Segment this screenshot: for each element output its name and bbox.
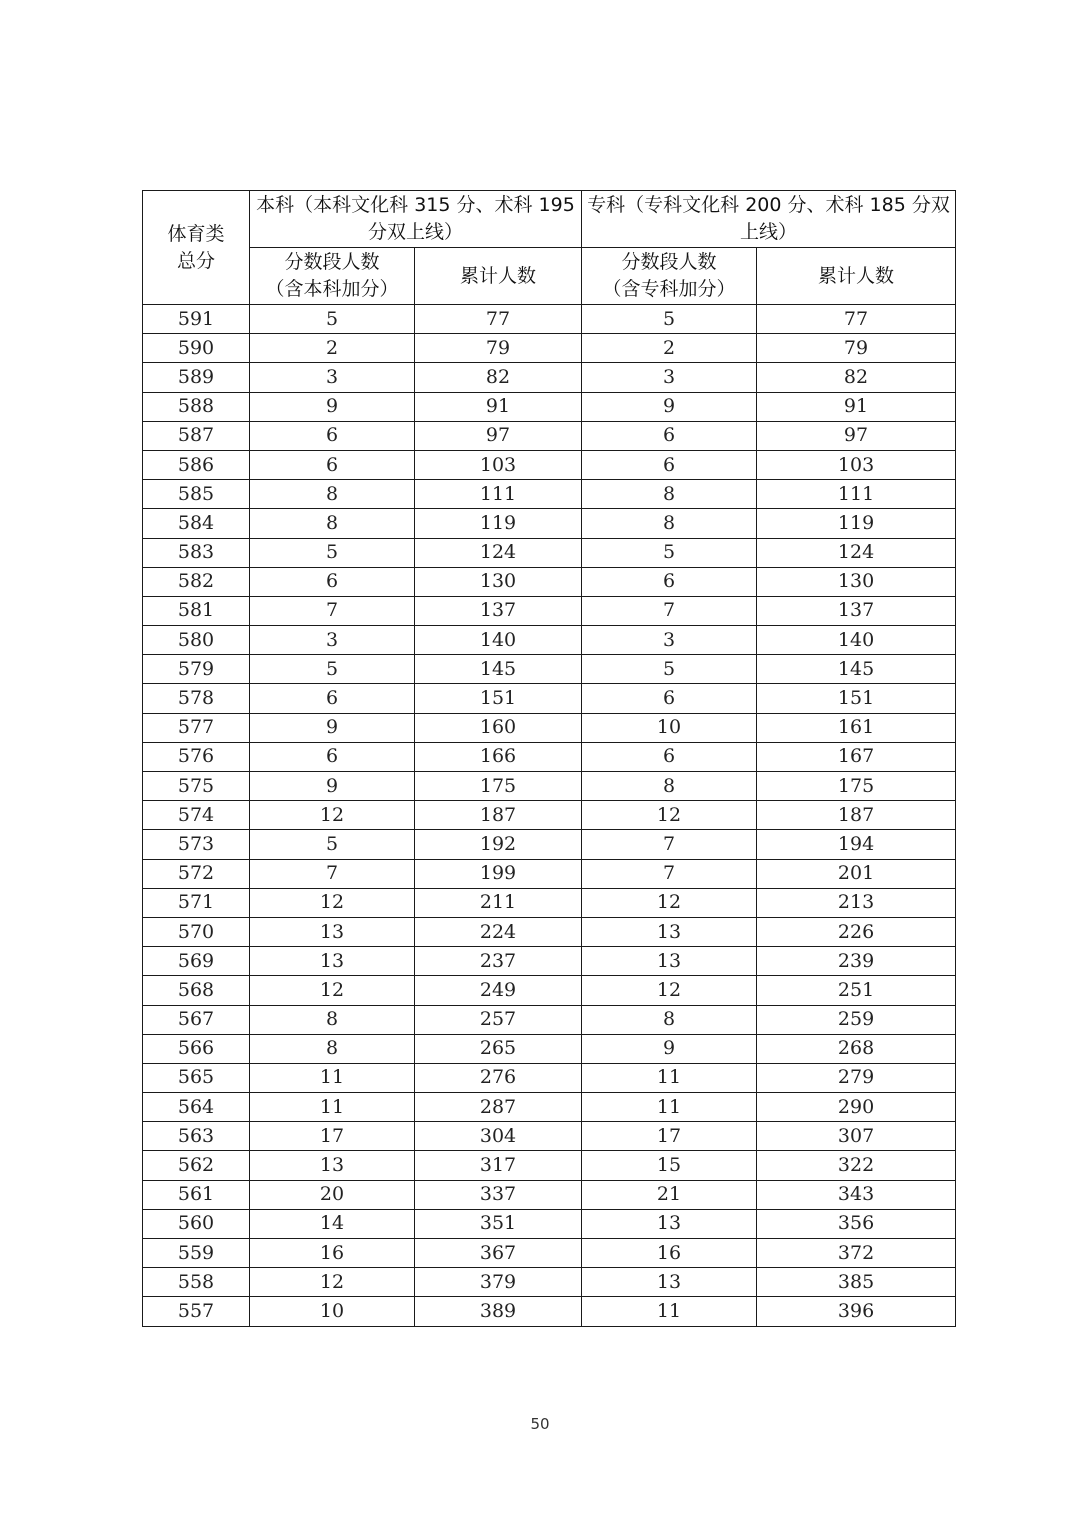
undergrad-cumulative-cell: 276 — [415, 1063, 582, 1092]
table-row — [143, 1122, 956, 1151]
score-cell: 582 — [143, 567, 250, 596]
junior-segment-cell: 5 — [582, 538, 757, 567]
junior-segment-cell: 5 — [582, 305, 757, 334]
table-row — [143, 772, 956, 801]
undergrad-cumulative-cell: 103 — [415, 450, 582, 479]
junior-segment-cell: 10 — [582, 713, 757, 742]
junior-cumulative-cell: 79 — [757, 334, 956, 363]
junior-segment-cell: 9 — [582, 1034, 757, 1063]
header-junior-group: 专科（专科文化科 200 分、术科 185 分双上线） — [582, 191, 956, 248]
undergrad-cumulative-cell: 119 — [415, 509, 582, 538]
junior-segment-cell: 12 — [582, 801, 757, 830]
undergrad-cumulative-cell: 82 — [415, 363, 582, 392]
junior-segment-cell: 8 — [582, 509, 757, 538]
undergrad-cumulative-cell: 257 — [415, 1005, 582, 1034]
undergrad-segment-cell: 10 — [250, 1297, 415, 1326]
score-cell: 559 — [143, 1239, 250, 1268]
score-cell: 584 — [143, 509, 250, 538]
junior-cumulative-cell: 97 — [757, 421, 956, 450]
score-cell: 590 — [143, 334, 250, 363]
undergrad-segment-cell: 5 — [250, 655, 415, 684]
table-row — [143, 947, 956, 976]
junior-segment-cell: 6 — [582, 450, 757, 479]
table-row — [143, 655, 956, 684]
undergrad-segment-cell: 2 — [250, 334, 415, 363]
junior-cumulative-cell: 140 — [757, 626, 956, 655]
junior-cumulative-cell: 307 — [757, 1122, 956, 1151]
score-cell: 589 — [143, 363, 250, 392]
junior-cumulative-cell: 119 — [757, 509, 956, 538]
undergrad-segment-cell: 14 — [250, 1209, 415, 1238]
table-row — [143, 596, 956, 625]
undergrad-cumulative-cell: 77 — [415, 305, 582, 334]
junior-cumulative-cell: 239 — [757, 947, 956, 976]
junior-cumulative-cell: 124 — [757, 538, 956, 567]
undergrad-cumulative-cell: 367 — [415, 1239, 582, 1268]
undergrad-segment-cell: 3 — [250, 626, 415, 655]
junior-segment-cell: 12 — [582, 888, 757, 917]
junior-cumulative-cell: 111 — [757, 480, 956, 509]
undergrad-segment-cell: 3 — [250, 363, 415, 392]
junior-segment-cell: 11 — [582, 1063, 757, 1092]
undergrad-cumulative-cell: 124 — [415, 538, 582, 567]
undergrad-cumulative-cell: 140 — [415, 626, 582, 655]
junior-cumulative-cell: 130 — [757, 567, 956, 596]
undergrad-cumulative-cell: 166 — [415, 742, 582, 771]
undergrad-segment-cell: 12 — [250, 1268, 415, 1297]
undergrad-segment-cell: 16 — [250, 1239, 415, 1268]
junior-cumulative-cell: 372 — [757, 1239, 956, 1268]
score-cell: 587 — [143, 421, 250, 450]
score-cell: 570 — [143, 917, 250, 946]
score-cell: 586 — [143, 450, 250, 479]
undergrad-segment-cell: 8 — [250, 509, 415, 538]
undergrad-segment-cell: 13 — [250, 947, 415, 976]
table-row — [143, 976, 956, 1005]
header-undergrad-group: 本科（本科文化科 315 分、术科 195 分双上线） — [250, 191, 582, 248]
score-cell: 566 — [143, 1034, 250, 1063]
table-row — [143, 1005, 956, 1034]
junior-cumulative-cell: 279 — [757, 1063, 956, 1092]
undergrad-cumulative-cell: 130 — [415, 567, 582, 596]
undergrad-segment-cell: 12 — [250, 976, 415, 1005]
table-body — [143, 305, 956, 1327]
junior-segment-cell: 3 — [582, 363, 757, 392]
junior-segment-cell: 7 — [582, 830, 757, 859]
score-cell: 571 — [143, 888, 250, 917]
junior-cumulative-cell: 91 — [757, 392, 956, 421]
junior-cumulative-cell: 145 — [757, 655, 956, 684]
table-row — [143, 1151, 956, 1180]
undergrad-segment-cell: 9 — [250, 772, 415, 801]
table-row — [143, 1268, 956, 1297]
undergrad-cumulative-cell: 351 — [415, 1209, 582, 1238]
table-row — [143, 684, 956, 713]
table-row — [143, 626, 956, 655]
junior-cumulative-cell: 251 — [757, 976, 956, 1005]
junior-segment-cell: 6 — [582, 421, 757, 450]
junior-cumulative-cell: 167 — [757, 742, 956, 771]
junior-cumulative-cell: 82 — [757, 363, 956, 392]
table-row — [143, 1180, 956, 1209]
junior-segment-cell: 21 — [582, 1180, 757, 1209]
undergrad-cumulative-cell: 137 — [415, 596, 582, 625]
score-cell: 581 — [143, 596, 250, 625]
table-row — [143, 450, 956, 479]
table-row — [143, 305, 956, 334]
score-cell: 558 — [143, 1268, 250, 1297]
table-row — [143, 1034, 956, 1063]
score-cell: 588 — [143, 392, 250, 421]
score-cell: 578 — [143, 684, 250, 713]
junior-cumulative-cell: 201 — [757, 859, 956, 888]
score-cell: 575 — [143, 772, 250, 801]
junior-segment-cell: 13 — [582, 1268, 757, 1297]
undergrad-segment-cell: 9 — [250, 392, 415, 421]
header-total-score: 体育类 总分 — [143, 191, 250, 305]
undergrad-cumulative-cell: 249 — [415, 976, 582, 1005]
undergrad-segment-cell: 7 — [250, 596, 415, 625]
score-cell: 561 — [143, 1180, 250, 1209]
junior-segment-cell: 2 — [582, 334, 757, 363]
undergrad-cumulative-cell: 224 — [415, 917, 582, 946]
junior-cumulative-cell: 268 — [757, 1034, 956, 1063]
undergrad-cumulative-cell: 265 — [415, 1034, 582, 1063]
undergrad-segment-cell: 9 — [250, 713, 415, 742]
header-junior-cumulative: 累计人数 — [757, 248, 956, 305]
undergrad-cumulative-cell: 379 — [415, 1268, 582, 1297]
undergrad-cumulative-cell: 304 — [415, 1122, 582, 1151]
junior-segment-cell: 8 — [582, 480, 757, 509]
junior-cumulative-cell: 137 — [757, 596, 956, 625]
undergrad-cumulative-cell: 192 — [415, 830, 582, 859]
undergrad-cumulative-cell: 151 — [415, 684, 582, 713]
undergrad-cumulative-cell: 317 — [415, 1151, 582, 1180]
undergrad-segment-cell: 11 — [250, 1063, 415, 1092]
table-row — [143, 830, 956, 859]
junior-cumulative-cell: 290 — [757, 1093, 956, 1122]
table-row — [143, 334, 956, 363]
junior-cumulative-cell: 151 — [757, 684, 956, 713]
table-row — [143, 538, 956, 567]
junior-cumulative-cell: 175 — [757, 772, 956, 801]
score-cell: 579 — [143, 655, 250, 684]
score-cell: 564 — [143, 1093, 250, 1122]
undergrad-segment-cell: 5 — [250, 538, 415, 567]
undergrad-cumulative-cell: 389 — [415, 1297, 582, 1326]
junior-segment-cell: 13 — [582, 917, 757, 946]
header-junior-segment: 分数段人数 （含专科加分） — [582, 248, 757, 305]
junior-segment-cell: 13 — [582, 947, 757, 976]
junior-segment-cell: 16 — [582, 1239, 757, 1268]
undergrad-segment-cell: 6 — [250, 567, 415, 596]
undergrad-cumulative-cell: 237 — [415, 947, 582, 976]
junior-segment-cell: 11 — [582, 1297, 757, 1326]
table-row — [143, 1297, 956, 1326]
junior-segment-cell: 13 — [582, 1209, 757, 1238]
junior-segment-cell: 8 — [582, 1005, 757, 1034]
undergrad-segment-cell: 13 — [250, 917, 415, 946]
junior-cumulative-cell: 385 — [757, 1268, 956, 1297]
undergrad-cumulative-cell: 160 — [415, 713, 582, 742]
junior-cumulative-cell: 213 — [757, 888, 956, 917]
score-cell: 577 — [143, 713, 250, 742]
score-cell: 572 — [143, 859, 250, 888]
table-row — [143, 567, 956, 596]
header-undergrad-cumulative: 累计人数 — [415, 248, 582, 305]
junior-segment-cell: 6 — [582, 684, 757, 713]
junior-segment-cell: 6 — [582, 742, 757, 771]
junior-cumulative-cell: 161 — [757, 713, 956, 742]
junior-segment-cell: 7 — [582, 596, 757, 625]
undergrad-segment-cell: 12 — [250, 888, 415, 917]
undergrad-segment-cell: 5 — [250, 305, 415, 334]
table-row — [143, 917, 956, 946]
table-row — [143, 801, 956, 830]
undergrad-segment-cell: 12 — [250, 801, 415, 830]
undergrad-segment-cell: 6 — [250, 450, 415, 479]
junior-segment-cell: 9 — [582, 392, 757, 421]
score-cell: 557 — [143, 1297, 250, 1326]
junior-cumulative-cell: 226 — [757, 917, 956, 946]
undergrad-segment-cell: 11 — [250, 1093, 415, 1122]
score-cell: 573 — [143, 830, 250, 859]
undergrad-segment-cell: 6 — [250, 742, 415, 771]
undergrad-cumulative-cell: 187 — [415, 801, 582, 830]
table-row — [143, 742, 956, 771]
score-cell: 583 — [143, 538, 250, 567]
undergrad-cumulative-cell: 337 — [415, 1180, 582, 1209]
undergrad-cumulative-cell: 175 — [415, 772, 582, 801]
table-row — [143, 363, 956, 392]
junior-segment-cell: 6 — [582, 567, 757, 596]
undergrad-cumulative-cell: 287 — [415, 1093, 582, 1122]
undergrad-segment-cell: 13 — [250, 1151, 415, 1180]
undergrad-cumulative-cell: 97 — [415, 421, 582, 450]
table-row — [143, 888, 956, 917]
undergrad-cumulative-cell: 199 — [415, 859, 582, 888]
junior-cumulative-cell: 187 — [757, 801, 956, 830]
undergrad-segment-cell: 6 — [250, 421, 415, 450]
score-distribution-table — [142, 190, 956, 1327]
undergrad-segment-cell: 8 — [250, 1034, 415, 1063]
junior-segment-cell: 5 — [582, 655, 757, 684]
undergrad-cumulative-cell: 111 — [415, 480, 582, 509]
junior-segment-cell: 15 — [582, 1151, 757, 1180]
undergrad-segment-cell: 5 — [250, 830, 415, 859]
page-number: 50 — [530, 1415, 550, 1433]
undergrad-cumulative-cell: 211 — [415, 888, 582, 917]
junior-cumulative-cell: 259 — [757, 1005, 956, 1034]
table-row — [143, 1209, 956, 1238]
score-cell: 562 — [143, 1151, 250, 1180]
junior-cumulative-cell: 103 — [757, 450, 956, 479]
junior-cumulative-cell: 356 — [757, 1209, 956, 1238]
table-row — [143, 859, 956, 888]
score-cell: 580 — [143, 626, 250, 655]
table-row — [143, 1063, 956, 1092]
score-cell: 585 — [143, 480, 250, 509]
junior-cumulative-cell: 396 — [757, 1297, 956, 1326]
junior-cumulative-cell: 322 — [757, 1151, 956, 1180]
junior-cumulative-cell: 343 — [757, 1180, 956, 1209]
junior-cumulative-cell: 194 — [757, 830, 956, 859]
junior-segment-cell: 12 — [582, 976, 757, 1005]
junior-cumulative-cell: 77 — [757, 305, 956, 334]
score-cell: 591 — [143, 305, 250, 334]
junior-segment-cell: 7 — [582, 859, 757, 888]
table-row — [143, 392, 956, 421]
table-row — [143, 509, 956, 538]
undergrad-segment-cell: 8 — [250, 480, 415, 509]
score-cell: 576 — [143, 742, 250, 771]
score-cell: 568 — [143, 976, 250, 1005]
header-undergrad-segment: 分数段人数 （含本科加分） — [250, 248, 415, 305]
undergrad-cumulative-cell: 91 — [415, 392, 582, 421]
undergrad-segment-cell: 8 — [250, 1005, 415, 1034]
undergrad-segment-cell: 6 — [250, 684, 415, 713]
table-row — [143, 480, 956, 509]
undergrad-segment-cell: 17 — [250, 1122, 415, 1151]
undergrad-cumulative-cell: 79 — [415, 334, 582, 363]
junior-segment-cell: 11 — [582, 1093, 757, 1122]
undergrad-segment-cell: 20 — [250, 1180, 415, 1209]
undergrad-cumulative-cell: 145 — [415, 655, 582, 684]
junior-segment-cell: 8 — [582, 772, 757, 801]
undergrad-segment-cell: 7 — [250, 859, 415, 888]
score-cell: 563 — [143, 1122, 250, 1151]
score-cell: 574 — [143, 801, 250, 830]
table-header — [143, 191, 956, 305]
score-cell: 565 — [143, 1063, 250, 1092]
score-cell: 567 — [143, 1005, 250, 1034]
score-cell: 569 — [143, 947, 250, 976]
table-row — [143, 421, 956, 450]
junior-segment-cell: 3 — [582, 626, 757, 655]
table-row — [143, 1239, 956, 1268]
table-row — [143, 1093, 956, 1122]
table-row — [143, 713, 956, 742]
score-cell: 560 — [143, 1209, 250, 1238]
junior-segment-cell: 17 — [582, 1122, 757, 1151]
